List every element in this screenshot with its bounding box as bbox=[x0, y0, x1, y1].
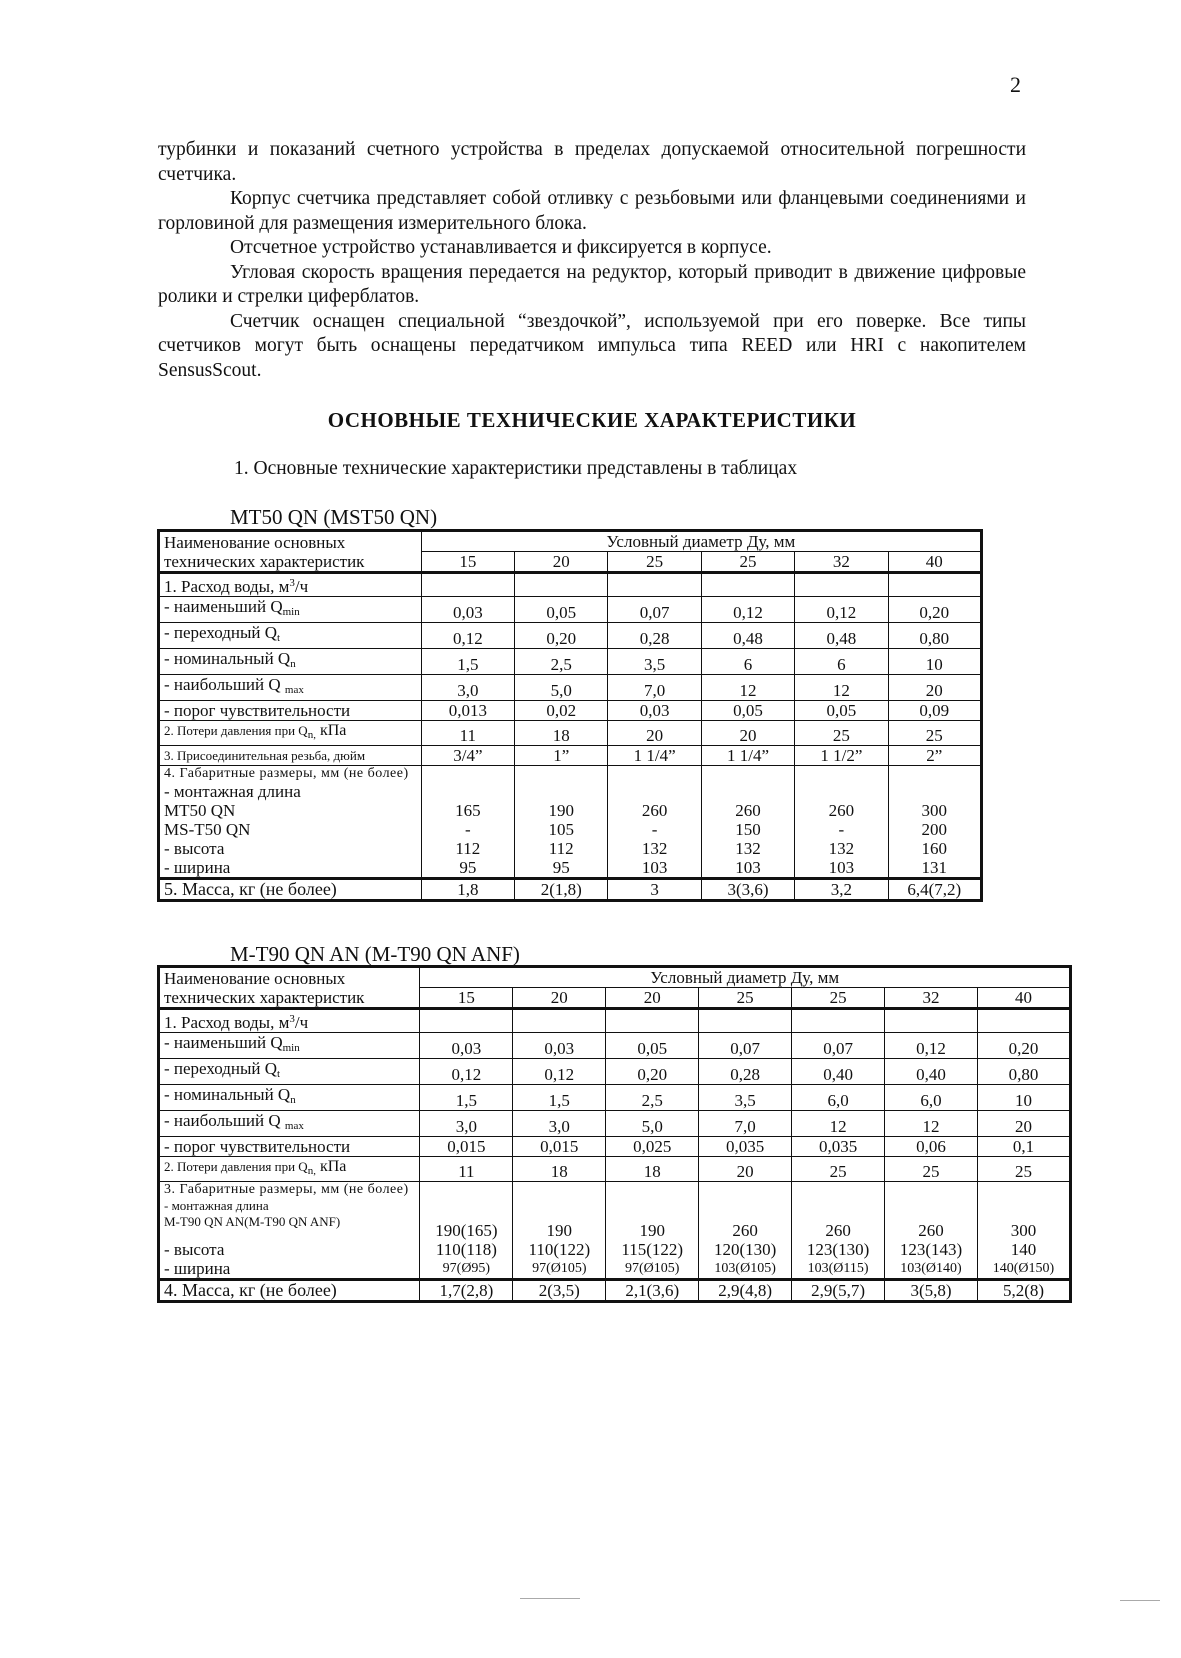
diameter-cell: 25 bbox=[701, 552, 794, 573]
table-row bbox=[159, 766, 982, 879]
table-cell: 3,0 bbox=[421, 675, 514, 701]
header-name-cell: технических характеристик bbox=[159, 988, 420, 1009]
row-label: 2. Потери давления при $Q_{n,}$ кПа bbox=[159, 721, 422, 746]
table-cell: 6,4(7,2) bbox=[888, 879, 981, 901]
row-label: 4. Габаритные размеры, мм (не более) - монтажная длина MT50 QN MS-T50 QN - высота - ширина bbox=[159, 766, 422, 879]
table-cell: 0,07 bbox=[699, 1033, 792, 1059]
table-header-row bbox=[159, 552, 982, 573]
table1-spec bbox=[157, 529, 983, 902]
table1-title: MT50 QN (MST50 QN) bbox=[230, 505, 438, 529]
header-diameter-cell: Условный диаметр Ду, мм bbox=[420, 967, 1071, 988]
row-label: - порог чувствительности bbox=[159, 1137, 420, 1157]
row-label: 3. Присоединительная резьба, дюйм bbox=[159, 746, 422, 766]
row-label: - номинальный $Q_n$ bbox=[159, 649, 422, 675]
scan-artifact bbox=[1120, 1600, 1160, 1601]
table-cell: 1,7(2,8) bbox=[420, 1280, 513, 1302]
body-text bbox=[158, 138, 1026, 383]
table-cell: 5,0 bbox=[515, 675, 608, 701]
table-header-row bbox=[159, 988, 1071, 1009]
table-row bbox=[159, 675, 982, 701]
table-cell: 3,5 bbox=[699, 1085, 792, 1111]
table-cell bbox=[421, 573, 514, 597]
table-cell: 0,035 bbox=[792, 1137, 885, 1157]
row-label: 4. Масса, кг (не более) bbox=[159, 1280, 420, 1302]
table-cell: 25 bbox=[885, 1157, 978, 1182]
table-cell: 0,12 bbox=[701, 597, 794, 623]
table-cell bbox=[701, 573, 794, 597]
paragraph: Корпус счетчика представляет собой отливку с резьбовыми или фланцевыми соединениями и горловиной для размещения измерительного блока. bbox=[158, 188, 1026, 234]
table-cell: 20 bbox=[606, 988, 699, 1009]
table-cell: 2(1,8) bbox=[515, 879, 608, 901]
table-cell: 0,02 bbox=[515, 701, 608, 721]
table-cell: 0,03 bbox=[421, 597, 514, 623]
table-cell bbox=[977, 1009, 1070, 1033]
table-cell: 10 bbox=[977, 1085, 1070, 1111]
table-cell: 0,80 bbox=[888, 623, 981, 649]
table-cell: 0,05 bbox=[795, 701, 888, 721]
diameter-cell: 25 bbox=[608, 552, 701, 573]
table-cell: 2(3,5) bbox=[513, 1280, 606, 1302]
table-cell: 2,9(4,8) bbox=[699, 1280, 792, 1302]
table-cell: 20 bbox=[701, 721, 794, 746]
table-cell: 190(165) 110(118) 97(Ø95) bbox=[420, 1182, 513, 1280]
section-title: ОСНОВНЫЕ ТЕХНИЧЕСКИЕ ХАРАКТЕРИСТИКИ bbox=[327, 408, 857, 432]
table-cell: 2,1(3,6) bbox=[606, 1280, 699, 1302]
table-cell: 260 150 132 103 bbox=[701, 766, 794, 879]
table-row bbox=[159, 623, 982, 649]
row-label: - наименьший $Q_{min}$ bbox=[159, 1033, 420, 1059]
table-cell: 3/4” bbox=[421, 746, 514, 766]
table-cell: 25 bbox=[699, 988, 792, 1009]
table-cell: 6,0 bbox=[885, 1085, 978, 1111]
table-cell: 300 200 160 131 bbox=[888, 766, 981, 879]
table-cell: 0,05 bbox=[515, 597, 608, 623]
table-cell: 1 1/4” bbox=[608, 746, 701, 766]
table-row bbox=[159, 1059, 1071, 1085]
table-row bbox=[159, 701, 982, 721]
table-cell: 3 bbox=[608, 879, 701, 901]
table-cell: 0,48 bbox=[701, 623, 794, 649]
table-cell: 0,03 bbox=[513, 1033, 606, 1059]
table-cell: 0,20 bbox=[977, 1033, 1070, 1059]
table-cell: 0,20 bbox=[888, 597, 981, 623]
row-label: 3. Габаритные размеры, мм (не более) - монтажная длина M-T90 QN AN(M-T90 QN ANF) - высота - ширина bbox=[159, 1182, 420, 1280]
table-cell: 18 bbox=[606, 1157, 699, 1182]
table-cell: 25 bbox=[888, 721, 981, 746]
table-cell: 3(5,8) bbox=[885, 1280, 978, 1302]
table-cell: 260 120(130) 103(Ø105) bbox=[699, 1182, 792, 1280]
table-row bbox=[159, 1280, 1071, 1302]
table-cell: 18 bbox=[515, 721, 608, 746]
table-cell: 0,12 bbox=[885, 1033, 978, 1059]
table-cell bbox=[606, 1009, 699, 1033]
table-cell: 5,0 bbox=[606, 1111, 699, 1137]
table-cell: 20 bbox=[513, 988, 606, 1009]
row-label: 1. Расход воды, $м^3/ч$ bbox=[159, 573, 422, 597]
table-cell: 0,20 bbox=[606, 1059, 699, 1085]
table-cell: 3,0 bbox=[513, 1111, 606, 1137]
table-cell: 25 bbox=[792, 1157, 885, 1182]
header-diameter-cell: Условный диаметр Ду, мм bbox=[421, 531, 981, 552]
table-cell: 25 bbox=[795, 721, 888, 746]
table-cell: 0,06 bbox=[885, 1137, 978, 1157]
row-label: 1. Расход воды, $м^3/ч$ bbox=[159, 1009, 420, 1033]
table-cell: 7,0 bbox=[699, 1111, 792, 1137]
table-cell: 1,5 bbox=[513, 1085, 606, 1111]
table-row bbox=[159, 1137, 1071, 1157]
table-cell bbox=[515, 573, 608, 597]
table-cell bbox=[792, 1009, 885, 1033]
table-cell: 0,09 bbox=[888, 701, 981, 721]
table-row bbox=[159, 1157, 1071, 1182]
table-cell: 0,12 bbox=[795, 597, 888, 623]
table2-spec bbox=[157, 965, 1072, 1303]
table-cell: 260 - 132 103 bbox=[608, 766, 701, 879]
table-cell: 0,12 bbox=[420, 1059, 513, 1085]
table-cell: 0,03 bbox=[420, 1033, 513, 1059]
table-cell: 0,40 bbox=[792, 1059, 885, 1085]
table-cell: 260 123(143) 103(Ø140) bbox=[885, 1182, 978, 1280]
table-row bbox=[159, 746, 982, 766]
table-row bbox=[159, 1111, 1071, 1137]
table-cell: 5,2(8) bbox=[977, 1280, 1070, 1302]
table-cell: 6,0 bbox=[792, 1085, 885, 1111]
table-cell bbox=[420, 1009, 513, 1033]
row-label: - переходный $Q_t$ bbox=[159, 623, 422, 649]
table-cell: 2,9(5,7) bbox=[792, 1280, 885, 1302]
table-cell: 11 bbox=[420, 1157, 513, 1182]
table-cell: 1 1/2” bbox=[795, 746, 888, 766]
table-cell: 1,5 bbox=[421, 649, 514, 675]
table-cell: 0,80 bbox=[977, 1059, 1070, 1085]
table-cell bbox=[699, 1009, 792, 1033]
table-cell: 3(3,6) bbox=[701, 879, 794, 901]
table-row bbox=[159, 1085, 1071, 1111]
table-header-row bbox=[159, 531, 982, 552]
scan-artifact bbox=[520, 1598, 580, 1599]
table-cell: 11 bbox=[421, 721, 514, 746]
row-label: - переходный $Q_t$ bbox=[159, 1059, 420, 1085]
table2-title: M-T90 QN AN (M-T90 QN ANF) bbox=[230, 942, 520, 966]
table-cell: 0,28 bbox=[608, 623, 701, 649]
page-number: 2 bbox=[1010, 72, 1021, 97]
row-label: - наименьший $Q_{min}$ bbox=[159, 597, 422, 623]
row-label: - номинальный $Q_n$ bbox=[159, 1085, 420, 1111]
paragraph: Отсчетное устройство устанавливается и фиксируется в корпусе. bbox=[230, 237, 772, 258]
table-cell: 40 bbox=[977, 988, 1070, 1009]
intro-line: 1. Основные технические характеристики представлены в таблицах bbox=[234, 458, 798, 479]
table-row bbox=[159, 721, 982, 746]
table-cell bbox=[885, 1009, 978, 1033]
paragraph: Угловая скорость вращения передается на редуктор, который приводит в движение цифровые ролики и стрелки циферблатов. bbox=[158, 261, 1026, 307]
table-cell: 12 bbox=[795, 675, 888, 701]
diameter-cell: 40 bbox=[888, 552, 981, 573]
table-row bbox=[159, 879, 982, 901]
table-cell: 0,015 bbox=[420, 1137, 513, 1157]
row-label: - порог чувствительности bbox=[159, 701, 422, 721]
table-cell: 2” bbox=[888, 746, 981, 766]
table-cell: 0,28 bbox=[699, 1059, 792, 1085]
table-cell: 6 bbox=[701, 649, 794, 675]
table-cell bbox=[513, 1009, 606, 1033]
table-cell: 1 1/4” bbox=[701, 746, 794, 766]
table-cell: 260 123(130) 103(Ø115) bbox=[792, 1182, 885, 1280]
header-name-cell: Наименование основных bbox=[159, 531, 422, 552]
table-cell: 20 bbox=[977, 1111, 1070, 1137]
header-name-cell: технических характеристик bbox=[159, 552, 422, 573]
table-row bbox=[159, 1033, 1071, 1059]
row-label: 5. Масса, кг (не более) bbox=[159, 879, 422, 901]
table-row bbox=[159, 1009, 1071, 1033]
paragraph: Счетчик оснащен специальной “звездочкой”, используемой при его поверке. Все типы счетчиков могут быть оснащены передатчиком импульса типа REED или HRI с накопителем SensusScout. bbox=[158, 310, 1026, 381]
table-cell: 1” bbox=[515, 746, 608, 766]
table-cell: 0,03 bbox=[608, 701, 701, 721]
table-cell: 0,07 bbox=[792, 1033, 885, 1059]
table-row bbox=[159, 573, 982, 597]
table-cell: 0,05 bbox=[606, 1033, 699, 1059]
table-cell: 260 - 132 103 bbox=[795, 766, 888, 879]
paragraph: турбинки и показаний счетного устройства в пределах допускаемой относительной погрешности счетчика. bbox=[158, 139, 1026, 185]
diameter-cell: 15 bbox=[421, 552, 514, 573]
table-cell: 190 115(122) 97(Ø105) bbox=[606, 1182, 699, 1280]
table-cell: 1,8 bbox=[421, 879, 514, 901]
table-cell: 0,015 bbox=[513, 1137, 606, 1157]
table-cell: 12 bbox=[885, 1111, 978, 1137]
table-cell: 0,05 bbox=[701, 701, 794, 721]
diameter-cell: 20 bbox=[515, 552, 608, 573]
table-cell: 0,40 bbox=[885, 1059, 978, 1085]
row-label: - наибольший Q $_{max}$ bbox=[159, 675, 422, 701]
table-cell: 0,013 bbox=[421, 701, 514, 721]
table-cell: 10 bbox=[888, 649, 981, 675]
row-label: 2. Потери давления при $Q_{n,}$ кПа bbox=[159, 1157, 420, 1182]
table-cell: 3,5 bbox=[608, 649, 701, 675]
table-cell: 15 bbox=[420, 988, 513, 1009]
table-cell: 20 bbox=[888, 675, 981, 701]
table-cell: 0,20 bbox=[515, 623, 608, 649]
table-cell: 2,5 bbox=[606, 1085, 699, 1111]
table-header-row bbox=[159, 967, 1071, 988]
table-cell: 0,1 bbox=[977, 1137, 1070, 1157]
table-row bbox=[159, 649, 982, 675]
row-label: - наибольший Q $_{max}$ bbox=[159, 1111, 420, 1137]
table-cell: 32 bbox=[885, 988, 978, 1009]
table-cell: 6 bbox=[795, 649, 888, 675]
table-cell: 0,48 bbox=[795, 623, 888, 649]
table-cell: 190 105 112 95 bbox=[515, 766, 608, 879]
table-cell: 7,0 bbox=[608, 675, 701, 701]
table-cell: 1,5 bbox=[420, 1085, 513, 1111]
table-row bbox=[159, 1182, 1071, 1280]
table-cell: 300 140 140(Ø150) bbox=[977, 1182, 1070, 1280]
table-cell: 25 bbox=[977, 1157, 1070, 1182]
table-cell: 25 bbox=[792, 988, 885, 1009]
table-cell: 20 bbox=[699, 1157, 792, 1182]
table-cell bbox=[888, 573, 981, 597]
table-cell: 0,07 bbox=[608, 597, 701, 623]
table-cell bbox=[608, 573, 701, 597]
table-cell: 12 bbox=[701, 675, 794, 701]
table-cell: 3,2 bbox=[795, 879, 888, 901]
table-cell: 3,0 bbox=[420, 1111, 513, 1137]
table-cell: 0,035 bbox=[699, 1137, 792, 1157]
diameter-cell: 32 bbox=[795, 552, 888, 573]
table-cell: 165 - 112 95 bbox=[421, 766, 514, 879]
table-cell: 190 110(122) 97(Ø105) bbox=[513, 1182, 606, 1280]
table-cell: 0,12 bbox=[513, 1059, 606, 1085]
table-cell: 0,12 bbox=[421, 623, 514, 649]
table-cell: 2,5 bbox=[515, 649, 608, 675]
header-name-cell: Наименование основных bbox=[159, 967, 420, 988]
table-row bbox=[159, 597, 982, 623]
table-cell: 20 bbox=[608, 721, 701, 746]
table-cell: 18 bbox=[513, 1157, 606, 1182]
table-cell: 0,025 bbox=[606, 1137, 699, 1157]
table-cell: 12 bbox=[792, 1111, 885, 1137]
table-cell bbox=[795, 573, 888, 597]
